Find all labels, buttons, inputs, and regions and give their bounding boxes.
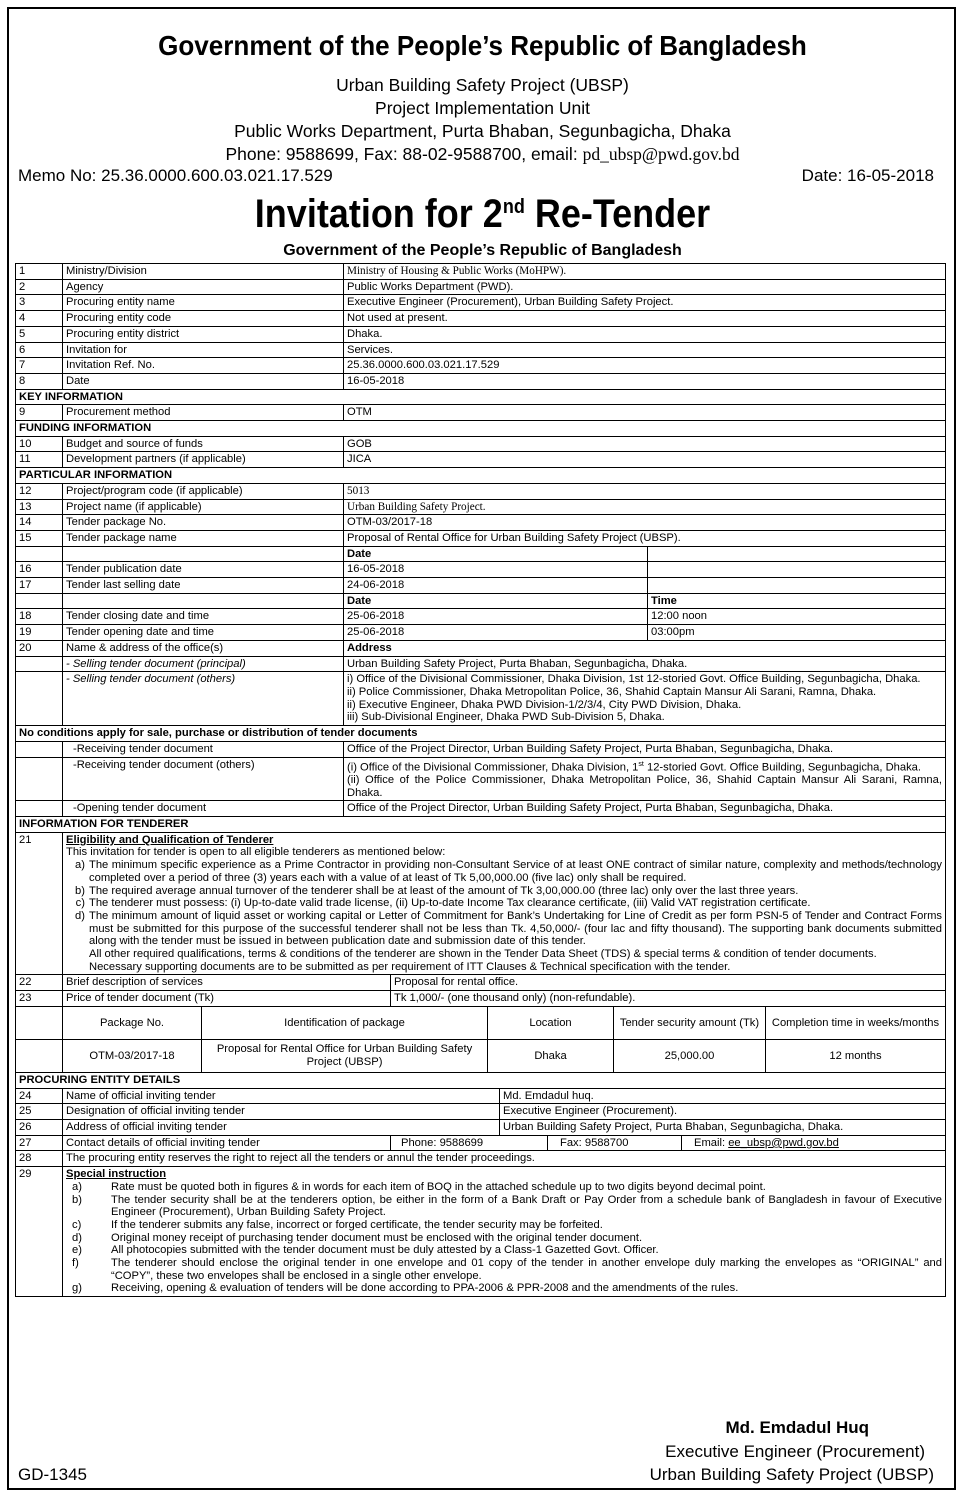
section-procuring: PROCURING ENTITY DETAILS: [16, 1073, 945, 1089]
table-row: -Opening tender document Office of the Project Director, Urban Building Safety Project, Purta Bhaban, Segunbagicha, Dhaka.: [16, 801, 945, 817]
table-row: -Receiving tender document (others) (i) Office of the Divisional Commissioner, Dhaka Division, 1st 12-storied Govt. Office Building, Segunbagicha, Dhaka. (ii) Office of the Police Commissioner, Dhaka Metropolitan Police, 36, Shahid Captain Mansur Ali Sarani, Ramna, Dhaka.: [16, 758, 945, 802]
official-email: ee_ubsp@pwd.gov.bd: [728, 1136, 839, 1149]
table-row: - Selling tender document (principal) Urban Building Safety Project, Purta Bhaban, Segunbagicha, Dhaka.: [16, 657, 945, 673]
table-row: 22 Brief description of services Proposal for rental office.: [16, 975, 945, 991]
table-row: 13 Project name (if applicable) Urban Building Safety Project.: [16, 500, 945, 516]
section-no-conditions: No conditions apply for sale, purchase or distribution of tender documents: [16, 726, 945, 742]
notice-subtitle: Government of the People’s Republic of Bangladesh: [283, 242, 682, 259]
table-row: 28 The procuring entity reserves the right to reject all the tenders or annul the tender proceedings.: [16, 1151, 945, 1167]
memo-date: Date: 16-05-2018: [801, 166, 934, 185]
table-row: 23 Price of tender document (Tk) Tk 1,000/- (one thousand only) (non-refundable).: [16, 991, 945, 1007]
table-row: 4 Procuring entity code Not used at present.: [16, 311, 945, 327]
signatory-project: Urban Building Safety Project (UBSP): [649, 1465, 934, 1484]
table-row: 9 Procurement method OTM: [16, 405, 945, 421]
table-row: 8 Date 16-05-2018: [16, 374, 945, 390]
signatory-name: Md. Emdadul Huq: [725, 1418, 869, 1437]
table-row: 27 Contact details of official inviting tender Phone: 9588699 Fax: 9588700 Email: ee_ubsp@pwd.gov.bd: [16, 1136, 945, 1152]
list-item: d) The minimum amount of liquid asset or working capital or Letter of Commitment for Bank’s Undertaking for Line of Credit as per form PSN-5 of Tender and Contract Forms must be submitted for this purpose of the successful tenderer shall not be less than Tk. 4,50,000/- (four lac and fifty thousand). The supporting bank documents submitted along with the tender must be issued in between publication date and submission date of this tender.: [75, 909, 942, 948]
eligibility-title: Eligibility and Qualification of Tenderer: [66, 833, 274, 846]
table-row: 20 Name & address of the office(s) Address: [16, 641, 945, 657]
special-instruction-title: Special instruction: [66, 1168, 167, 1181]
list-item: g) Receiving, opening & evaluation of tenders will be done according to PPA-2006 & PPR-2008 and the amendments of the rules.: [72, 1282, 739, 1295]
project-name: Urban Building Safety Project (UBSP): [336, 75, 629, 95]
list-item: c) The tenderer must possess: (i) Up-to-date valid trade license, (ii) Up-to-date Income Tax clearance certificate, (iii) Valid VAT registration certificate.: [75, 897, 811, 910]
contact-prefix: Phone: 9588699, Fax: 88-02-9588700, email:: [225, 144, 578, 164]
datetime-header-row: Date Time: [16, 594, 945, 610]
table-row: 11 Development partners (if applicable) JICA: [16, 452, 945, 468]
section-info: INFORMATION FOR TENDERER: [16, 817, 945, 833]
list-item: b) The required average annual turnover of the tenderer shall be at least of the amount of Tk 3,00,000.00 (three lac) only over the last three years.: [75, 884, 799, 897]
table-row: 1 Ministry/Division Ministry of Housing & Public Works (MoHPW).: [16, 264, 945, 280]
office-address: Public Works Department, Purta Bhaban, Segunbagicha, Dhaka: [234, 121, 731, 141]
list-item: c) If the tenderer submits any false, incorrect or forged certificate, the tender security may be forfeited.: [72, 1218, 603, 1231]
list-item: a) The minimum specific experience as a Prime Contractor in providing non-Consultant Service of at least ONE contract of similar nature, complexity and methods/technology completed over a period of three (3) years each with a value of at least of Tk 5,00,000.00 (five lac) only shall be required.: [75, 859, 942, 884]
list-item: d) Original money receipt of purchasing tender document must be enclosed with the original tender document.: [72, 1231, 643, 1244]
table-row: 5 Procuring entity district Dhaka.: [16, 327, 945, 343]
table-row: 19 Tender opening date and time 25-06-2018 03:00pm: [16, 625, 945, 641]
table-row: -Receiving tender document Office of the Project Director, Urban Building Safety Project, Purta Bhaban, Segunbagicha, Dhaka.: [16, 742, 945, 758]
list-item: f) The tenderer should enclose the original tender in one envelope and 01 copy of the tender in another envelope duly marking the envelopes as “ORIGINAL” and “COPY”, these two envelopes shall be enclosed in a single other envelope.: [72, 1257, 942, 1282]
table-row: 25 Designation of official inviting tender Executive Engineer (Procurement).: [16, 1104, 945, 1120]
package-row: OTM-03/2017-18 Proposal for Rental Office for Urban Building Safety Project (UBSP) Dhaka 25,000.00 12 months: [16, 1040, 945, 1073]
table-row: 17 Tender last selling date 24-06-2018: [16, 578, 945, 594]
list-item: e) All photocopies submitted with the tender document must be duly attested by a Class-1 Gazetted Govt. Officer.: [72, 1244, 659, 1257]
table-row: 10 Budget and source of funds GOB: [16, 437, 945, 453]
date-header-row: Date: [16, 547, 945, 563]
table-row: 18 Tender closing date and time 25-06-2018 12:00 noon: [16, 609, 945, 625]
signatory-designation: Executive Engineer (Procurement): [665, 1442, 925, 1461]
tender-table: [15, 263, 946, 1297]
list-item: a) Rate must be quoted both in figures & in words for each item of BOQ in the attached schedule up to two digits beyond decimal point.: [72, 1180, 766, 1193]
memo-number: Memo No: 25.36.0000.600.03.021.17.529: [18, 166, 333, 185]
gov-title: Government of the People’s Republic of Bangladesh: [158, 30, 807, 61]
section-particular: PARTICULAR INFORMATION: [16, 468, 945, 484]
unit-name: Project Implementation Unit: [375, 98, 590, 118]
table-row: 24 Name of official inviting tender Md. Emdadul huq.: [16, 1089, 945, 1105]
gd-code: GD-1345: [18, 1465, 87, 1484]
table-row: 26 Address of official inviting tender Urban Building Safety Project, Purta Bhaban, Segunbagicha, Dhaka.: [16, 1120, 945, 1136]
table-row: 2 Agency Public Works Department (PWD).: [16, 280, 945, 296]
notice-title: Invitation for 2nd Re-Tender: [254, 192, 711, 236]
contact-line: [0, 144, 965, 165]
table-row: - Selling tender document (others) i) Office of the Divisional Commissioner, Dhaka Division, 1st 12-storied Govt. Office Building, Segunbagicha, Dhaka. ii) Police Commissioner, Dhaka Metropolitan Police, 36, Shahid Captain Mansur Ali Sarani, Ramna, Dhaka. ii) Executive Engineer, Dhaka PWD Division-1/2/3/4, City PWD Division, Dhaka. iii) Sub-Divisional Engineer, Dhaka PWD Sub-Division 5, Dhaka.: [16, 672, 945, 726]
eligibility-row: 21 Eligibility and Qualification of Tenderer This invitation for tender is open to all eligible tenderers as mentioned below: a) The minimum specific experience as a Prime Contractor in providing non-Consultant Service of at least ONE contract of similar nature, complexity and methods/technology completed over a period of three (3) years each with a value of at least of Tk 5,00,000.00 (five lac) only shall be required. b) The required average annual turnover of the tenderer shall be at least of the amount of Tk 3,00,000.00 (three lac) only over the last three years. c) The tenderer must possess: (i) Up-to-date valid trade license, (ii) Up-to-date Income Tax clearance certificate, (iii) Valid VAT registration certificate. d) The minimum amount of liquid asset or working capital or Letter of Commitment for Bank’s Undertaking for Line of Credit as per form PSN-5 of Tender and Contract Forms must be submitted for this purpose of the successful tenderer shall not be less than Tk. 4,50,000/- (four lac and fifty thousand). The supporting bank documents submitted along with the tender must be issued in between publication date and submission date of this tender. All other required qualifications, terms & conditions of the tenderer are shown in the Tender Data Sheet (TDS) & special terms & condition of tender documents. Necessary supporting documents are to be submitted as per requirement of ITT Clauses & Technical specification with the tender.: [16, 833, 945, 976]
table-row: 16 Tender publication date 16-05-2018: [16, 562, 945, 578]
table-row: 15 Tender package name Proposal of Rental Office for Urban Building Safety Project (UBSP).: [16, 531, 945, 547]
special-instruction-row: 29 Special instruction a) Rate must be quoted both in figures & in words for each item of BOQ in the attached schedule up to two digits beyond decimal point. b) The tender security shall be at the tenderers option, be either in the form of a Bank Draft or Pay Order from a schedule bank of Bangladesh in favour of Executive Engineer (Procurement), Urban Building Safety Project. c) If the tenderer submits any false, incorrect or forged certificate, the tender security may be forfeited. d) Original money receipt of purchasing tender document must be enclosed with the original tender document. e) All photocopies submitted with the tender document must be duly attested by a Class-1 Gazetted Govt. Officer. f) The tenderer should enclose the original tender in one envelope and 01 copy of the tender in another envelope duly marking the envelopes as “ORIGINAL” and “COPY”, these two envelopes shall be enclosed in a single other envelope. g) Receiving, opening & evaluation of tenders will be done according to PPA-2006 & PPR-2008 and the amendments of the rules.: [16, 1167, 945, 1297]
section-funding: FUNDING INFORMATION: [16, 421, 945, 437]
section-key: KEY INFORMATION: [16, 390, 945, 406]
table-row: 7 Invitation Ref. No. 25.36.0000.600.03.021.17.529: [16, 358, 945, 374]
table-row: 3 Procuring entity name Executive Engineer (Procurement), Urban Building Safety Project.: [16, 295, 945, 311]
table-row: 14 Tender package No. OTM-03/2017-18: [16, 515, 945, 531]
list-item: b) The tender security shall be at the tenderers option, be either in the form of a Bank Draft or Pay Order from a schedule bank of Bangladesh in favour of Executive Engineer (Procurement), Urban Building Safety Project.: [72, 1193, 942, 1219]
contact-email: pd_ubsp@pwd.gov.bd: [582, 144, 740, 164]
table-row: 6 Invitation for Services.: [16, 343, 945, 359]
package-header-row: Package No. Identification of package Location Tender security amount (Tk) Completion time in weeks/months: [16, 1007, 945, 1040]
table-row: 12 Project/program code (if applicable) 5013: [16, 484, 945, 500]
